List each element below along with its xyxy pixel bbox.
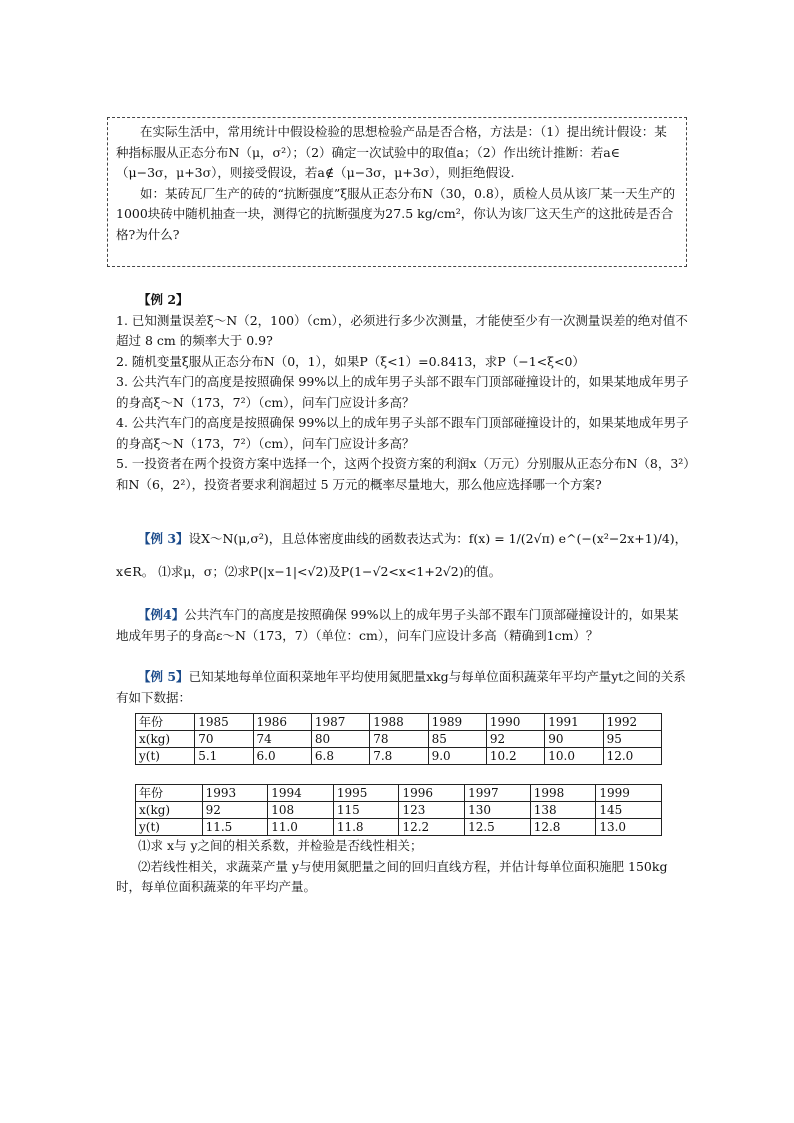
table-row: [136, 714, 662, 731]
table-cell: 90: [545, 731, 603, 748]
table-cell: 115: [333, 802, 399, 819]
table-cell: 1988: [370, 714, 428, 731]
table-cell: 10.0: [545, 748, 603, 765]
example-5-questions: [116, 836, 690, 898]
table-cell: 80: [311, 731, 369, 748]
table-cell: 年份: [136, 714, 195, 731]
table-cell: 12.8: [530, 819, 596, 836]
table-cell: 11.5: [202, 819, 268, 836]
hypothesis-test-box: [107, 117, 687, 267]
table-cell: 11.0: [268, 819, 334, 836]
example-5-question-2: ⑵若线性相关，求蔬菜产量 y与使用氮肥量之间的回归直线方程，并估计每单位面积施肥 150kg时，每单位面积蔬菜的年平均产量。: [116, 858, 668, 894]
table-cell: 1996: [399, 785, 465, 802]
table-cell: 130: [465, 802, 531, 819]
example-2-item-5: 5. 一投资者在两个投资方案中选择一个，这两个投资方案的利润x（万元）分别服从正态分布N（8，3²）和N（6，2²），投资者要求利润超过 5 万元的概率尽量地大，那么他应选择哪一个方案?: [116, 456, 690, 492]
table-cell: 1993: [202, 785, 268, 802]
table-cell: 1987: [311, 714, 369, 731]
table-cell: 6.0: [253, 748, 311, 765]
example-3-formula-line: 设X～N(μ,σ²)，且总体密度曲线的函数表达式为：f(x) = 1/(2√π) e^(−(x²−2x+1)/4)，: [188, 531, 688, 546]
example-4-text: 公共汽车门的高度是按照确保 99%以上的成年男子头部不跟车门顶部碰撞设计的，如果某地成年男子的身高ε～N（173，7）（单位：cm），问车门应设计多高（精确到1cm）？: [116, 607, 679, 643]
example-5-question-1: ⑴求 x与 y之间的相关系数，并检验是否线性相关；: [138, 838, 423, 853]
table-cell: 123: [399, 802, 465, 819]
table-cell: y(t): [136, 819, 203, 836]
table-row: [136, 748, 662, 765]
table-cell: 1994: [268, 785, 334, 802]
table-cell: 1991: [545, 714, 603, 731]
box-paragraph-1: 在实际生活中，常用统计中假设检验的思想检验产品是否合格，方法是：（1）提出统计假设：某种指标服从正态分布N（μ，σ²）；（2）确定一次试验中的取值a；（2）作出统计推断：若a∈（μ−3σ，μ+3σ），则接受假设，若a∉（μ−3σ，μ+3σ），则拒绝假设.: [116, 124, 667, 180]
table-row: [136, 785, 662, 802]
table-cell: 85: [428, 731, 486, 748]
example-3: [116, 528, 690, 583]
table-cell: 78: [370, 731, 428, 748]
table-row: [136, 819, 662, 836]
table-cell: 95: [603, 731, 661, 748]
table-cell: 1992: [603, 714, 661, 731]
table-cell: 7.8: [370, 748, 428, 765]
example-4: [116, 605, 690, 646]
table-cell: 92: [486, 731, 544, 748]
table-cell: 12.2: [399, 819, 465, 836]
table-cell: 108: [268, 802, 334, 819]
example-2-heading: 【例 2】: [138, 292, 189, 307]
table-cell: 5.1: [195, 748, 253, 765]
table-cell: 6.8: [311, 748, 369, 765]
example-5-heading: 【例 5】: [138, 669, 189, 684]
table-cell: 13.0: [596, 819, 662, 836]
table-cell: 92: [202, 802, 268, 819]
table-cell: y(t): [136, 748, 195, 765]
table-row: [136, 802, 662, 819]
table-cell: 145: [596, 802, 662, 819]
table-cell: 1990: [486, 714, 544, 731]
table-cell: 10.2: [486, 748, 544, 765]
example-2-item-2: 2. 随机变量ξ服从正态分布N（0，1），如果P（ξ<1）=0.8413，求P（−1<ξ<0）: [116, 353, 585, 369]
table-cell: 1999: [596, 785, 662, 802]
table-cell: 1985: [195, 714, 253, 731]
example-2-item-3: 3. 公共汽车门的高度是按照确保 99%以上的成年男子头部不跟车门顶部碰撞设计的，如果某地成年男子的身高ξ～N（173，7²）（cm），问车门应设计多高？: [116, 374, 689, 410]
example-4-heading: 【例4】: [138, 607, 185, 622]
table-cell: 年份: [136, 785, 203, 802]
table-cell: 12.5: [465, 819, 531, 836]
example-3-question-line: x∈R。 ⑴求μ，σ；⑵求P(|x−1|<√2)及P(1−√2<x<1+2√2)的值。: [116, 564, 502, 579]
table-cell: 138: [530, 802, 596, 819]
table-row: [136, 731, 662, 748]
table-cell: 1997: [465, 785, 531, 802]
table-cell: x(kg): [136, 731, 195, 748]
table-cell: 11.8: [333, 819, 399, 836]
data-table-1985-1992: [135, 713, 662, 765]
example-5-intro: 已知某地每单位面积菜地年平均使用氮肥量xkg与每单位面积蔬菜年平均产量yt之间的关系有如下数据：: [116, 669, 686, 705]
table-cell: 70: [195, 731, 253, 748]
box-paragraph-2: 如：某砖瓦厂生产的砖的“抗断强度”ξ服从正态分布N（30，0.8），质检人员从该厂某一天生产的1000块砖中随机抽查一块，测得它的抗断强度为27.5 kg/cm²，你认为该厂这天生产的这批砖是否合格?为什么?: [116, 185, 676, 242]
example-2: [116, 290, 690, 495]
example-5: [116, 667, 690, 708]
data-table-1993-1999: [135, 784, 662, 836]
example-2-item-1: 1. 已知测量误差ξ～N（2，100）（cm），必须进行多少次测量，才能使至少有一次测量误差的绝对值不超过 8 cm 的频率大于 0.9?: [116, 312, 688, 348]
table-cell: 1986: [253, 714, 311, 731]
table-cell: 1998: [530, 785, 596, 802]
table-cell: 9.0: [428, 748, 486, 765]
table-cell: 1995: [333, 785, 399, 802]
table-cell: x(kg): [136, 802, 203, 819]
table-cell: 1989: [428, 714, 486, 731]
table-cell: 12.0: [603, 748, 661, 765]
example-2-item-4: 4. 公共汽车门的高度是按照确保 99%以上的成年男子头部不跟车门顶部碰撞设计的，如果某地成年男子的身高ξ～N（173，7²）（cm），问车门应设计多高？: [116, 415, 689, 451]
example-3-heading: 【例 3】: [138, 531, 189, 546]
table-cell: 74: [253, 731, 311, 748]
